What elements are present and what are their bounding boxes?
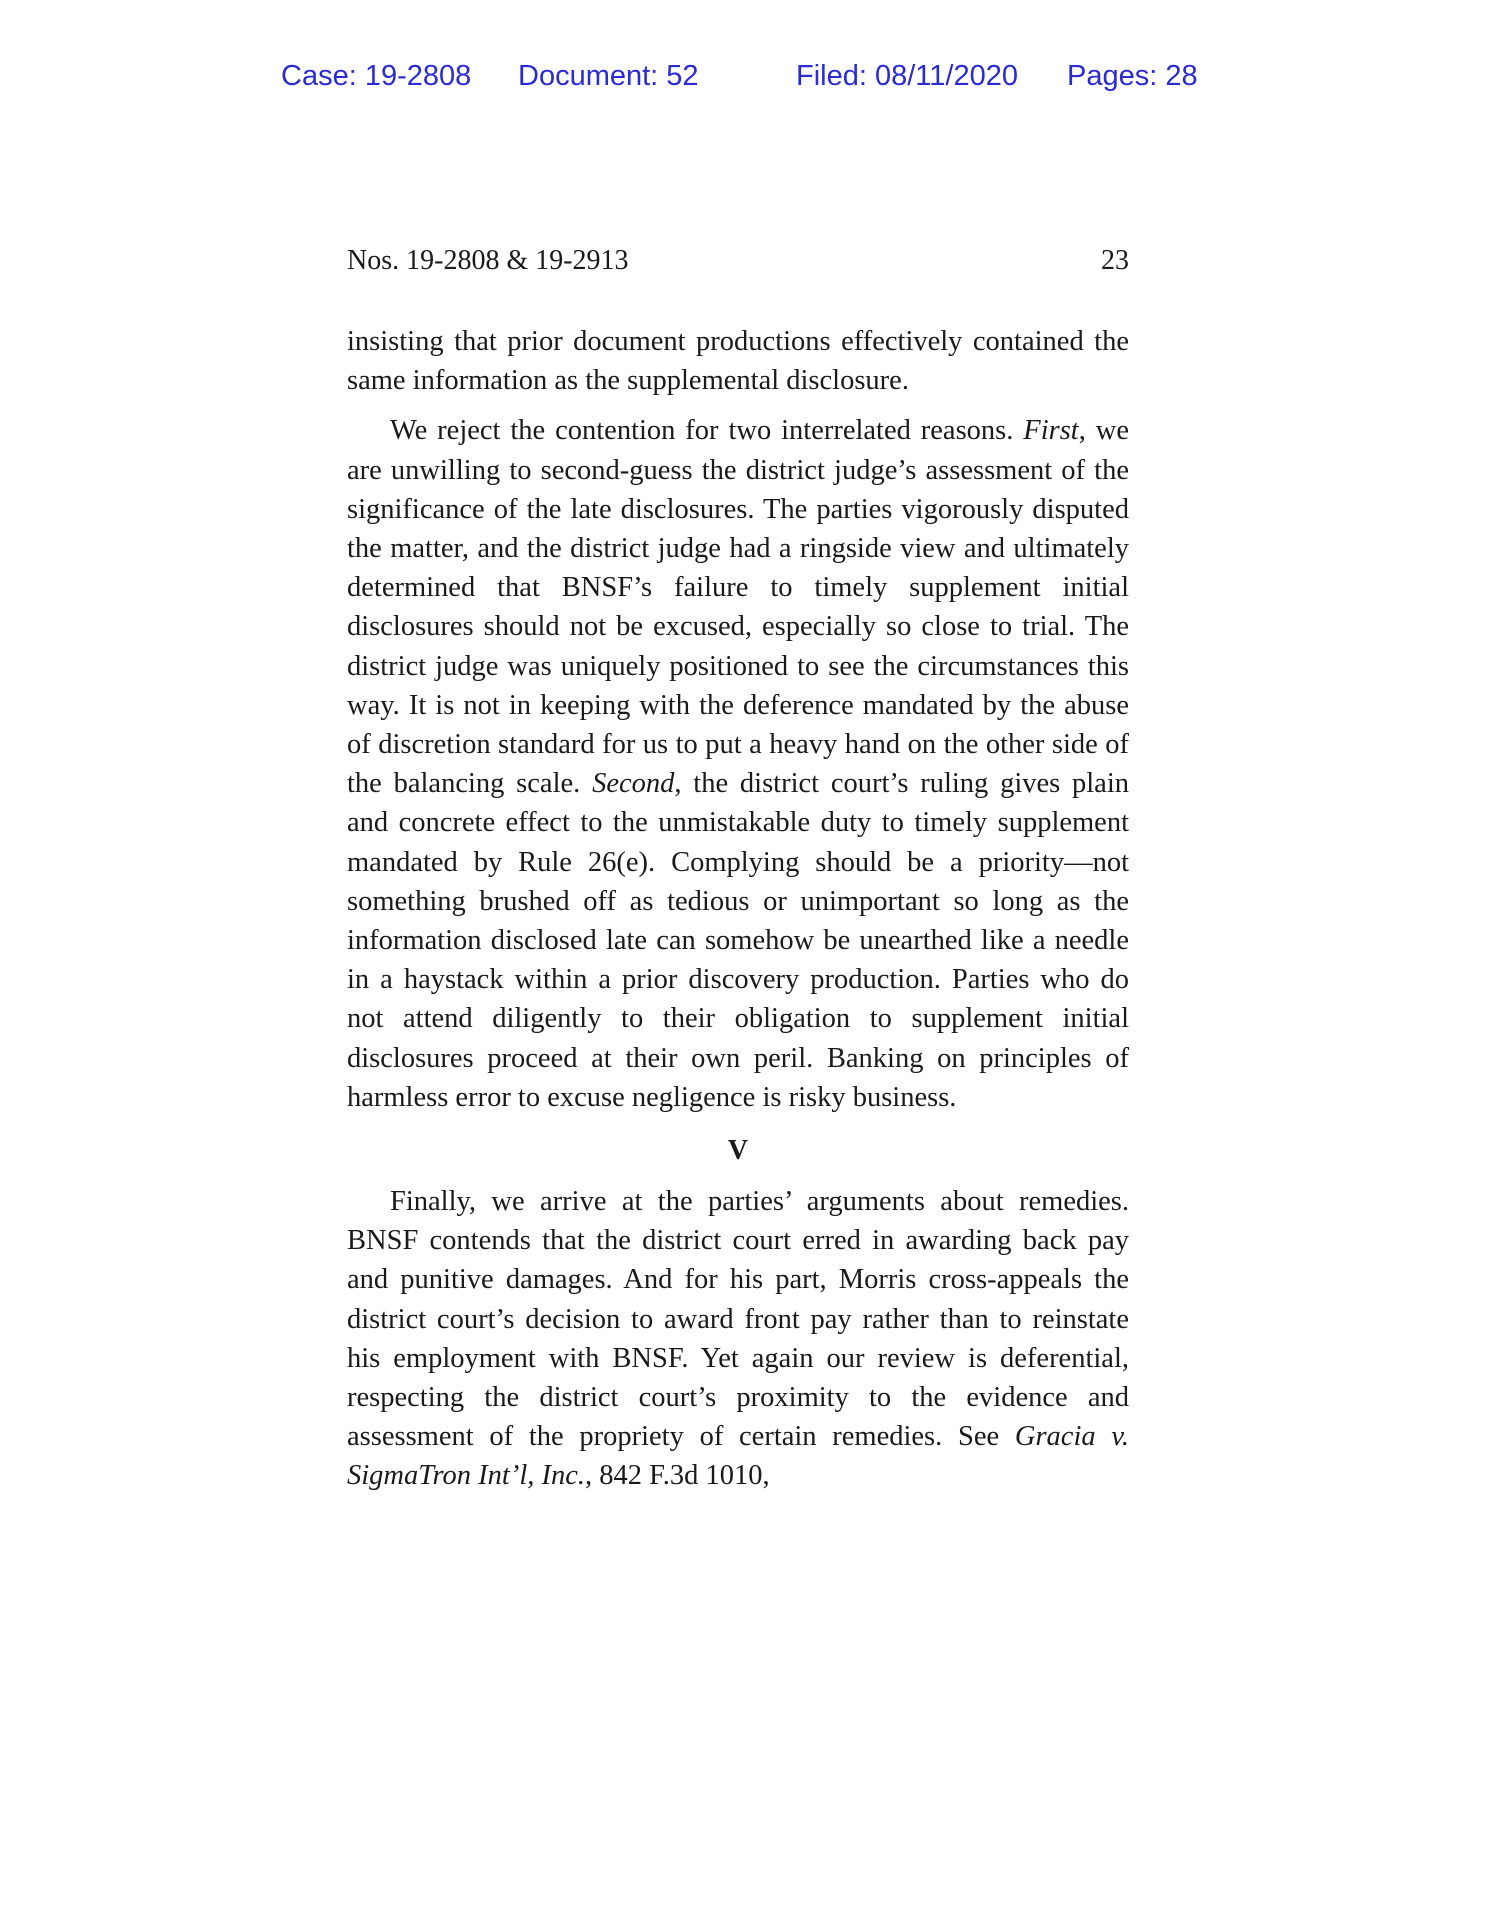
case-numbers: Nos. 19-2808 & 19-2913 — [347, 245, 629, 276]
stamp-filed: Filed: 08/11/2020 — [796, 60, 1018, 92]
paragraph-remedies — [347, 1182, 1129, 1496]
text-run: , we are unwilling to second-guess the district judge’s assessment of the significance of the late disclosures. The parties vigorously disputed the matter, and the district judge had a ringside view and ultimately determined that BNSF’s failure to timely supplement initial disclosures should not be excused, especially so close to trial. The district judge was uniquely positioned to see the circumstances this way. It is not in keeping with the deference mandated by the abuse of discretion standard for us to put a heavy hand on the other side of the balancing scale. — [347, 415, 1130, 800]
body-text — [347, 322, 1129, 1496]
filing-stamp — [0, 60, 1488, 100]
text-run: , the district court’s ruling gives plain and concrete effect to the unmistakable duty to timely supplement mandated by Rule 26(e). Complying should be a priority—not something brushed off as tedious or unimportant so long as the information disclosed late can somehow be unearthed like a needle in a haystack within a prior discovery production. Parties who do not attend diligently to their obligation to supplement initial disclosures proceed at their own peril. Banking on principles of harmless error to excuse negligence is risky business. — [347, 768, 1130, 1113]
stamp-case: Case: 19-2808 — [281, 60, 472, 92]
emphasis-first: First — [1023, 415, 1079, 447]
case-citation: Gracia v. SigmaTron Int’l, Inc. — [347, 1421, 1129, 1492]
text-run: Finally, we arrive at the parties’ arguments about remedies. BNSF contends that the district court erred in awarding back pay and punitive damages. And for his part, Morris cross-appeals the district court’s decision to award front pay rather than to reinstate his employment with BNSF. Yet again our review is deferential, respecting the district court’s proximity to the evidence and assessment of the propriety of certain remedies. See — [347, 1186, 1129, 1453]
emphasis-second: Second — [592, 768, 675, 800]
running-head — [347, 245, 1129, 277]
section-heading: V — [727, 1135, 749, 1167]
paragraph-continued: insisting that prior document productions effectively contained the same information as the supplemental disclosure. — [347, 326, 1129, 397]
page-number: 23 — [1101, 245, 1129, 276]
text-run: We reject the contention for two interrelated reasons. — [390, 415, 1024, 447]
text-run: , 842 F.3d 1010, — [585, 1460, 770, 1492]
stamp-document: Document: 52 — [518, 60, 699, 92]
stamp-pages: Pages: 28 — [1067, 60, 1198, 92]
paragraph-reasons — [347, 411, 1129, 1117]
